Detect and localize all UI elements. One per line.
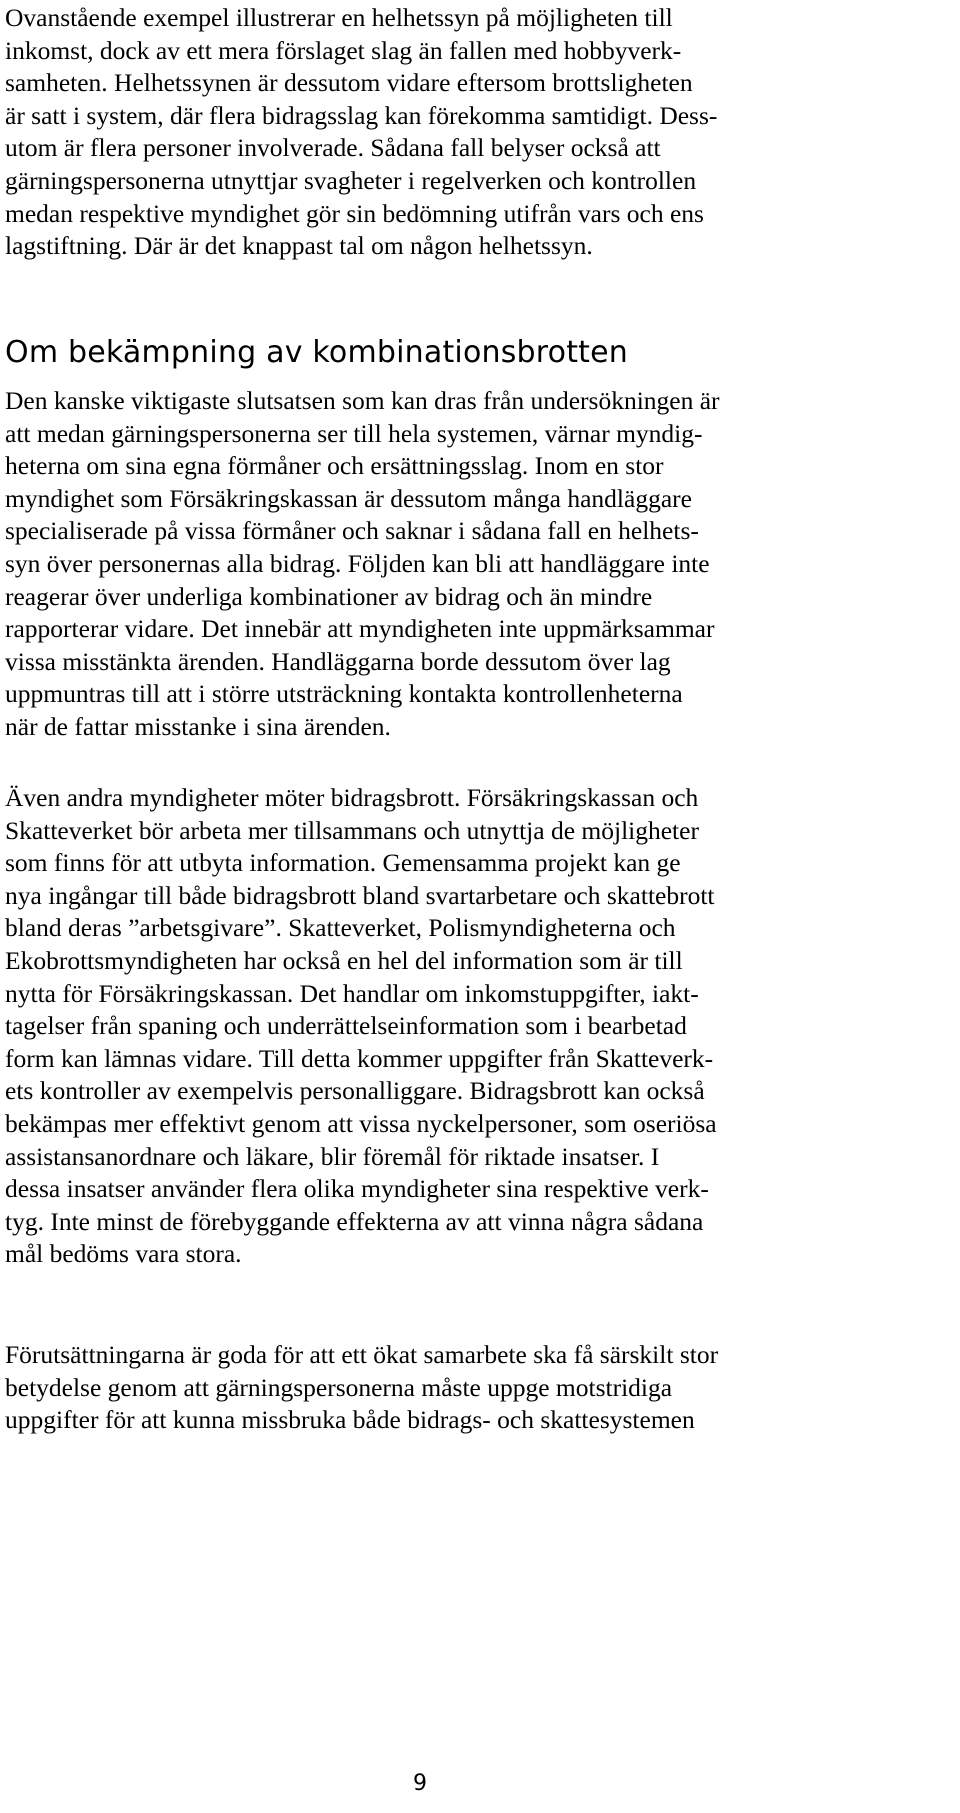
text-line: bland deras ”arbetsgivare”. Skatteverket, Polismyndigheterna och xyxy=(5,913,676,943)
text-line: dessa insatser använder flera olika myndigheter sina respektive verk- xyxy=(5,1174,709,1204)
text-line: Ovanstående exempel illustrerar en helhetssyn på möjligheten till xyxy=(5,3,673,32)
text-line: uppmuntras till att i större utsträckning kontakta kontrollenheterna xyxy=(5,679,683,709)
text-line: Förutsättningarna är goda för att ett ökat samarbete ska få särskilt stor xyxy=(5,1340,719,1369)
text-line: tyg. Inte minst de förebyggande effekterna av att vinna några sådana xyxy=(5,1206,704,1236)
text-line: Skatteverket bör arbeta mer tillsammans och utnyttja de möjligheter xyxy=(5,815,699,845)
text-line: ets kontroller av exempelvis personalliggare. Bidragsbrott kan också xyxy=(5,1076,705,1106)
text-line: bekämpas mer effektivt genom att vissa nyckelpersoner, som oseriösa xyxy=(5,1108,717,1138)
paragraph-prerequisites xyxy=(5,1339,935,1437)
text-line: som finns för att utbyta information. Gemensamma projekt kan ge xyxy=(5,848,681,878)
text-line: är satt i system, där flera bidragsslag kan förekomma samtidigt. Dess- xyxy=(5,100,718,130)
text-line: uppgifter för att kunna missbruka både bidrags- och skattesystemen xyxy=(5,1405,695,1435)
text-line: nya ingångar till både bidragsbrott bland svartarbetare och skattebrott xyxy=(5,880,715,910)
paragraph-conclusion xyxy=(5,385,935,744)
text-line: inkomst, dock av ett mera förslaget slag än fallen med hobbyverk- xyxy=(5,35,682,65)
text-line: assistansanordnare och läkare, blir föremål för riktade insatser. I xyxy=(5,1141,660,1171)
text-line: nytta för Försäkringskassan. Det handlar om inkomstuppgifter, iakt- xyxy=(5,978,699,1008)
text-line: form kan lämnas vidare. Till detta kommer uppgifter från Skatteverk- xyxy=(5,1043,714,1073)
text-line: mål bedöms vara stora. xyxy=(5,1239,242,1269)
paragraph-other-agencies xyxy=(5,782,935,1271)
text-line: reagerar över underliga kombinationer av bidrag och än mindre xyxy=(5,581,653,611)
text-line: samheten. Helhetssynen är dessutom vidare eftersom brottsligheten xyxy=(5,68,693,98)
text-line: tagelser från spaning och underrättelseinformation som i bearbetad xyxy=(5,1011,687,1041)
text-line: Den kanske viktigaste slutsatsen som kan dras från undersökningen är xyxy=(5,386,720,415)
text-line: specialiserade på vissa förmåner och saknar i sådana fall en helhets- xyxy=(5,516,699,546)
page-number: 9 xyxy=(413,1771,427,1796)
section-heading: Om bekämpning av kombinationsbrotten xyxy=(5,335,629,370)
text-line: Ekobrottsmyndigheten har också en hel del information som är till xyxy=(5,945,683,975)
text-line: lagstiftning. Där är det knappast tal om någon helhetssyn. xyxy=(5,231,593,261)
text-line: att medan gärningspersonerna ser till hela systemen, värnar myndig- xyxy=(5,418,703,448)
text-line: utom är flera personer involverade. Sådana fall belyser också att xyxy=(5,133,661,163)
text-line: när de fattar misstanke i sina ärenden. xyxy=(5,711,391,741)
text-line: rapporterar vidare. Det innebär att myndigheten inte uppmärksammar xyxy=(5,614,715,644)
paragraph-intro xyxy=(5,2,935,263)
text-line: medan respektive myndighet gör sin bedömning utifrån vars och ens xyxy=(5,198,704,228)
text-line: betydelse genom att gärningspersonerna måste uppge motstridiga xyxy=(5,1372,673,1402)
text-line: myndighet som Försäkringskassan är dessutom många handläggare xyxy=(5,483,692,513)
text-line: syn över personernas alla bidrag. Följden kan bli att handläggare inte xyxy=(5,548,710,578)
text-line: Även andra myndigheter möter bidragsbrott. Försäkringskassan och xyxy=(5,783,699,812)
text-line: vissa misstänkta ärenden. Handläggarna borde dessutom över lag xyxy=(5,646,671,676)
text-line: gärningspersonerna utnyttjar svagheter i regelverken och kontrollen xyxy=(5,165,697,195)
text-line: heterna om sina egna förmåner och ersättningsslag. Inom en stor xyxy=(5,451,664,481)
